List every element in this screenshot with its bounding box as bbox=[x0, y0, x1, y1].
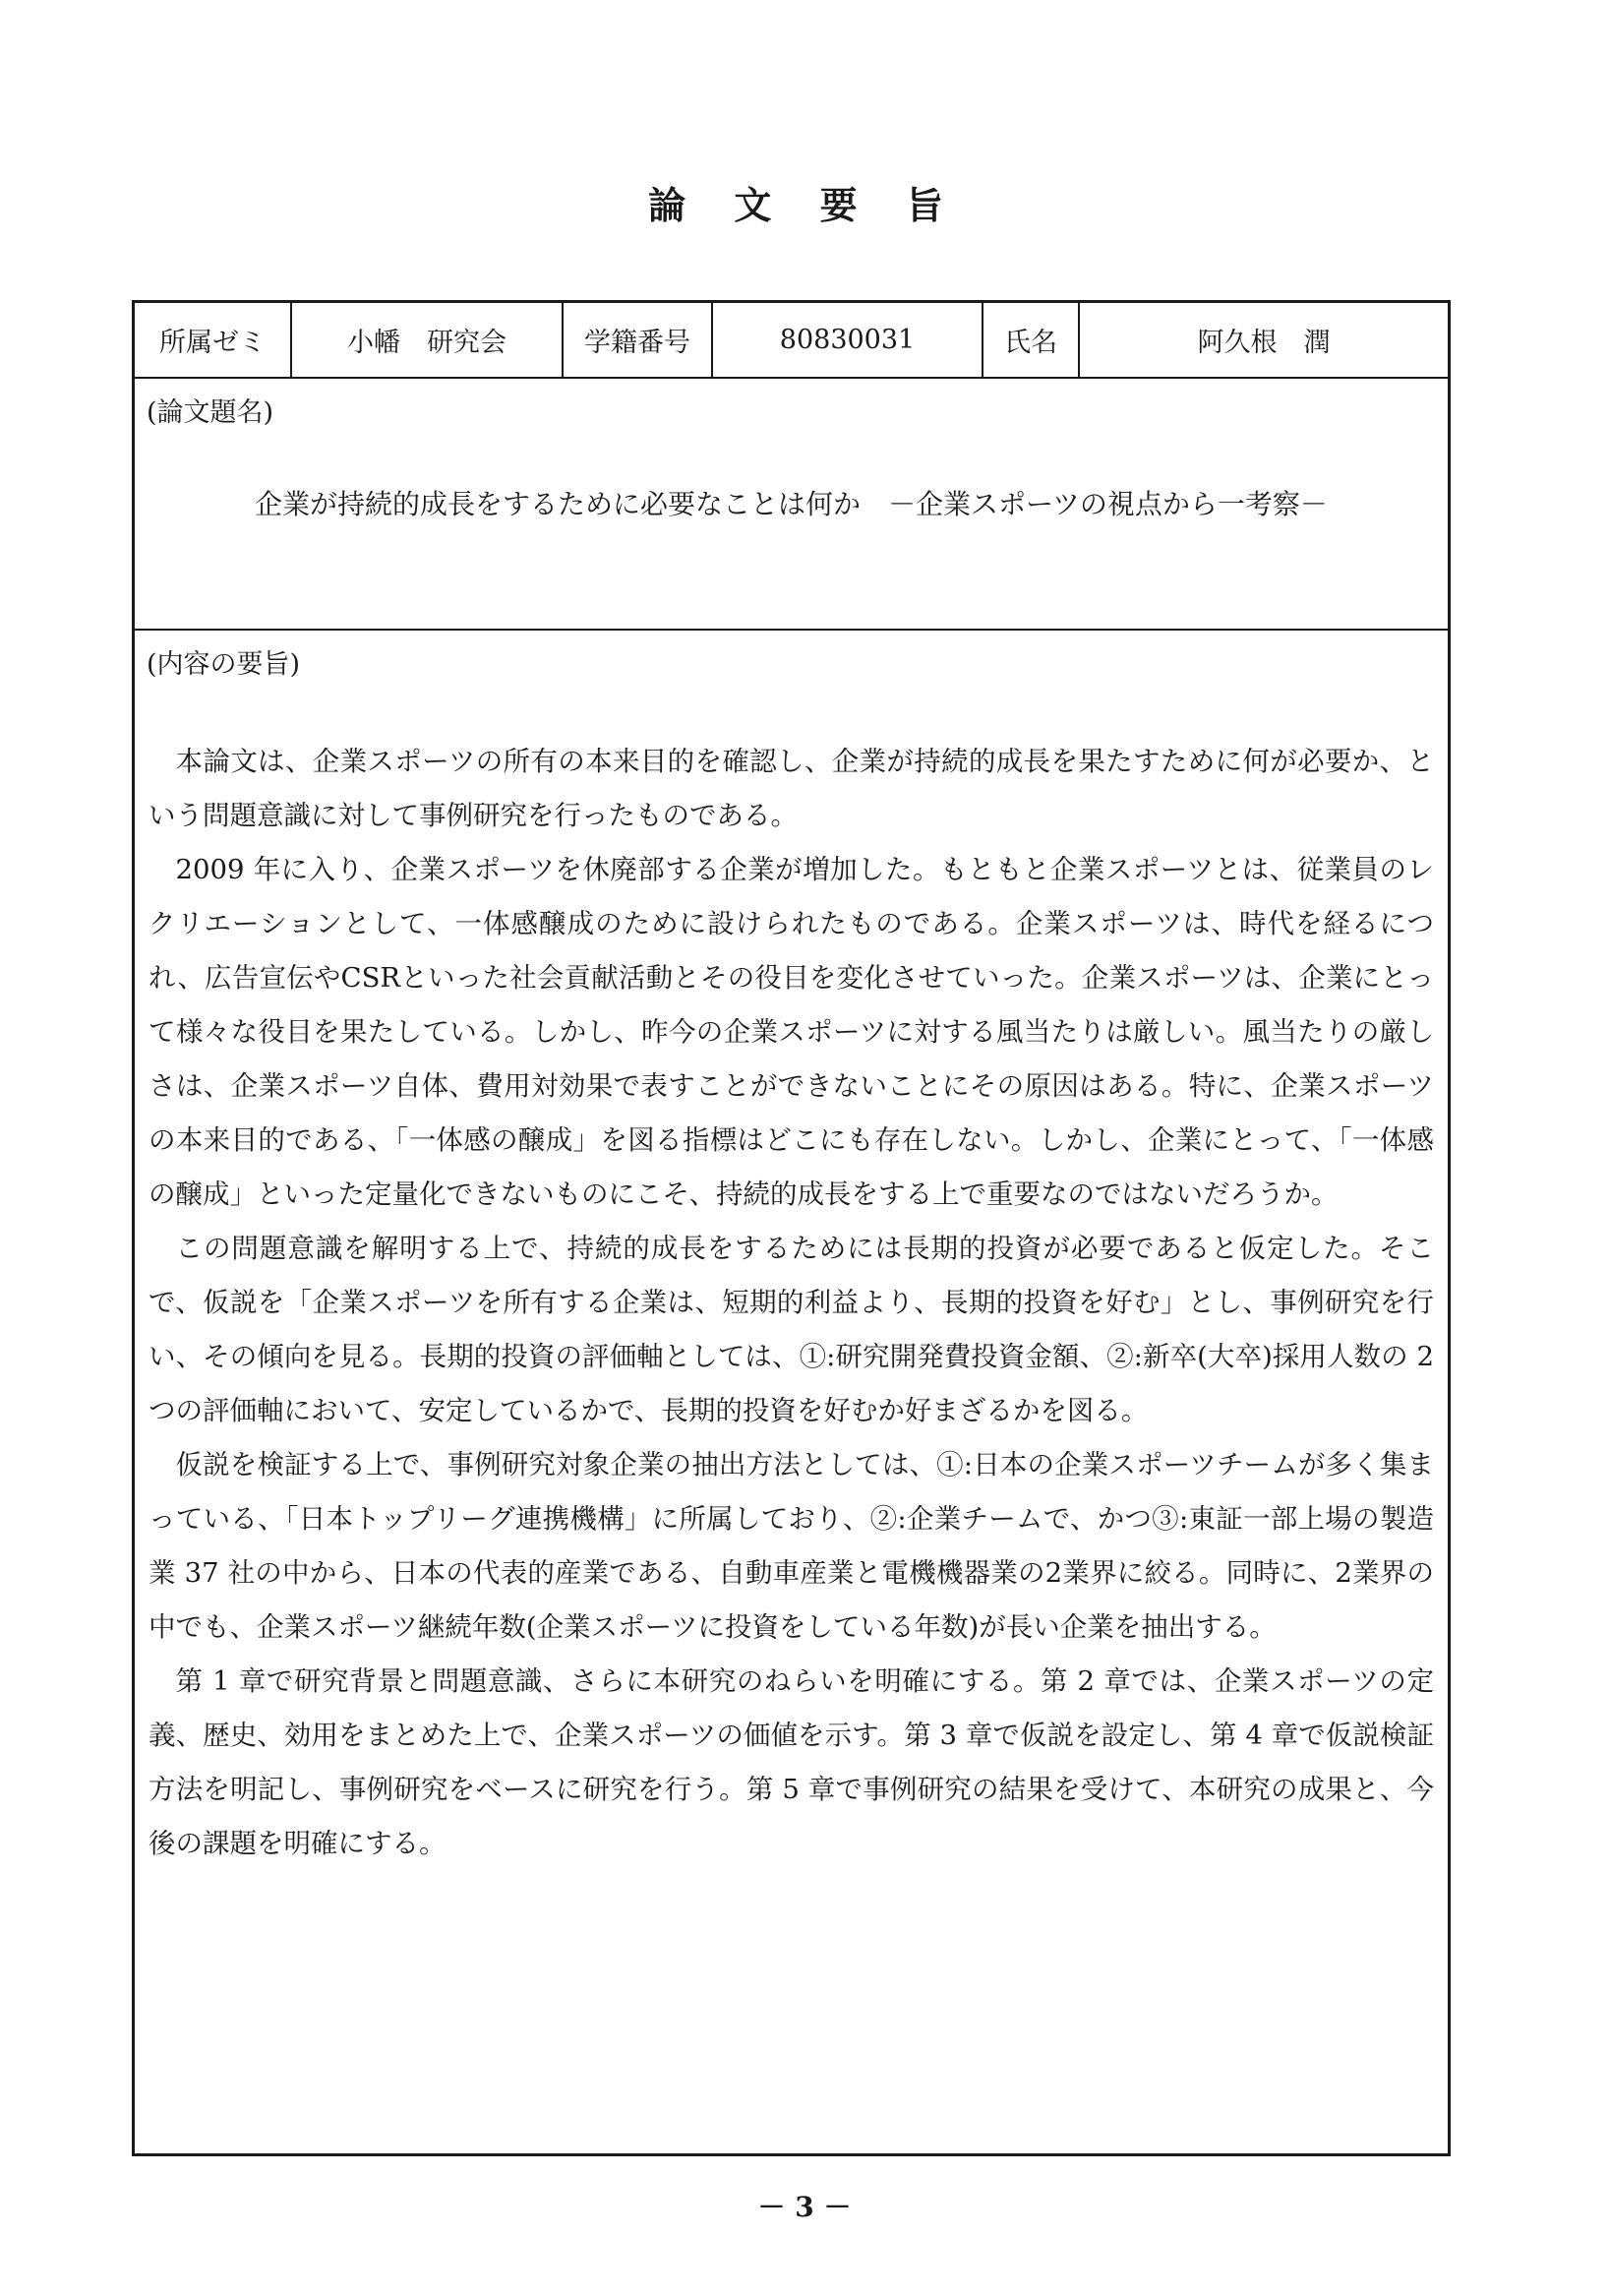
seminar-label: 所属ゼミ bbox=[135, 303, 292, 377]
summary-paragraph: この問題意識を解明する上で、持続的成長をするためには長期的投資が必要であると仮定した。そこで、仮説を「企業スポーツを所有する企業は、短期的利益より、長期的投資を好む」とし、事例研究を行い、その傾向を見る。長期的投資の評価軸としては、①:研究開発費投資金額、②:新卒(大卒)採用人数の 2 つの評価軸において、安定しているかで、長期的投資を好むか好まざるかを図る。 bbox=[149, 1233, 1434, 1426]
name-value: 阿久根 潤 bbox=[1197, 328, 1331, 358]
page-title: 論 文 要 旨 bbox=[648, 183, 961, 227]
page-number: － 3 － bbox=[757, 2191, 852, 2223]
thesis-title-section bbox=[135, 377, 1448, 631]
summary-paragraph: 第 1 章で研究背景と問題意識、さらに本研究のねらいを明確にする。第 2 章では、企業スポーツの定義、歴史、効用をまとめた上で、企業スポーツの価値を示す。第 3 章で仮説を設定し、第 4 章で仮説検証方法を明記し、事例研究をベースに研究を行う。第 5 章で事例研究の結果を受けて、本研究の成果と、今後の課題を明確にする。 bbox=[149, 1665, 1434, 1859]
summary-paragraph: 2009 年に入り、企業スポーツを休廃部する企業が増加した。もともと企業スポーツとは、従業員のレクリエーションとして、一体感醸成のために設けられたものである。企業スポーツは、時代を経るにつれ、広告宣伝やCSRといった社会貢献活動とその役目を変化させていった。企業スポーツは、企業にとって様々な役目を果たしている。しかし、昨今の企業スポーツに対する風当たりは厳しい。風当たりの厳しさは、企業スポーツ自体、費用対効果で表すことができないことにその原因はある。特に、企業スポーツの本来目的である、「一体感の醸成」を図る指標はどこにも存在しない。しかし、企業にとって、「一体感の醸成」といった定量化できないものにこそ、持続的成長をする上で重要なのではないだろうか。 bbox=[149, 854, 1434, 1210]
summary-paragraph: 本論文は、企業スポーツの所有の本来目的を確認し、企業が持続的成長を果たすために何が必要か、という問題意識に対して事例研究を行ったものである。 bbox=[149, 746, 1434, 831]
thesis-title-label: (論文題名) bbox=[147, 397, 274, 428]
name-label: 氏名 bbox=[983, 303, 1080, 377]
summary-paragraph: 仮説を検証する上で、事例研究対象企業の抽出方法としては、①:日本の企業スポーツチームが多く集まっている、「日本トップリーグ連携機構」に所属しており、②:企業チームで、かつ③:東証一部上場の製造業 37 社の中から、日本の代表的産業である、自動車産業と電機機器業の2業界に絞る。同時に、2業界の中でも、企業スポーツ継続年数(企業スポーツに投資をしている年数)が長い企業を抽出する。 bbox=[149, 1449, 1434, 1643]
header-row bbox=[135, 303, 1448, 379]
summary-body bbox=[149, 735, 1434, 1871]
student-id-label: 学籍番号 bbox=[564, 303, 713, 377]
summary-section bbox=[135, 629, 1448, 2153]
summary-label: (内容の要旨) bbox=[147, 649, 301, 680]
seminar-value: 小幡 研究会 bbox=[292, 303, 564, 377]
thesis-title: 企業が持続的成長をするために必要なことは何か －企業スポーツの視点から一考察－ bbox=[255, 488, 1328, 520]
abstract-form bbox=[132, 300, 1451, 2156]
student-id-value: 80830031 bbox=[713, 303, 983, 377]
